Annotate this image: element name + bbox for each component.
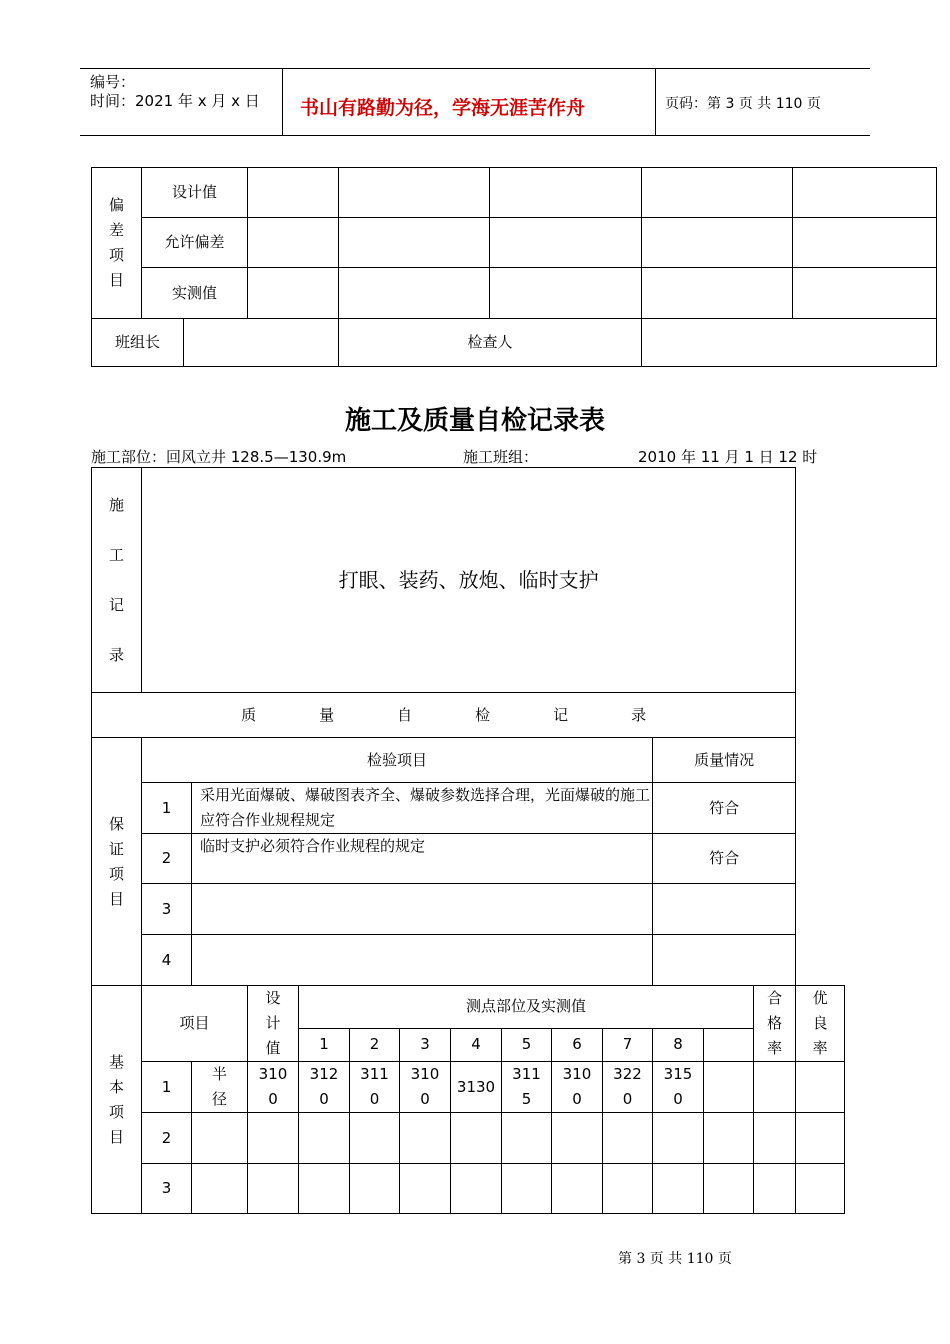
point-number: 1 [299, 1028, 350, 1061]
item-header: 项目 [142, 986, 248, 1062]
measurement-points-header: 测点部位及实测值 [299, 986, 754, 1029]
measured-value [704, 1062, 754, 1113]
pass-rate-header: 合 格 率 [754, 986, 796, 1062]
point-number: 4 [451, 1028, 502, 1061]
excellent-rate [796, 1062, 845, 1113]
point-number: 3 [400, 1028, 451, 1061]
measured-value: 315 0 [653, 1062, 704, 1113]
datetime-label: 2010 年 11 月 1 日 12 时 [638, 448, 818, 466]
row-number: 2 [142, 1113, 192, 1164]
quality-section-header: 质 量 自 检 记 录 [92, 693, 796, 738]
header-bottom-rule [80, 135, 870, 136]
inspection-item-text [192, 884, 653, 935]
table-row [92, 834, 845, 884]
row-number: 1 [142, 1062, 192, 1113]
point-number: 6 [552, 1028, 603, 1061]
slogan: 书山有路勤为径，学海无涯苦作舟 [300, 97, 586, 119]
inspection-item-text: 采用光面爆破、爆破图表齐全、爆破参数选择合理，光面爆破的施工应符合作业规程规定 [192, 783, 653, 834]
point-number: 7 [603, 1028, 653, 1061]
pass-rate [754, 1062, 796, 1113]
measured-value: 312 0 [299, 1062, 350, 1113]
construction-record-content: 打眼、装药、放炮、临时支护 [142, 468, 796, 693]
basic-section-label: 基 本 项 目 [92, 986, 142, 1214]
measured-value: 310 0 [400, 1062, 451, 1113]
measured-value: 322 0 [603, 1062, 653, 1113]
team-label: 施工班组： [463, 448, 539, 466]
inspector-label: 检查人 [339, 319, 642, 367]
point-number: 5 [502, 1028, 552, 1061]
measured-value-label: 实测值 [142, 268, 248, 319]
inspection-item-text: 临时支护必须符合作业规程的规定 [192, 834, 653, 884]
row-number: 3 [142, 884, 192, 935]
table-row [92, 1164, 845, 1214]
table-row [92, 884, 845, 935]
date-label: 时间：2021 年 x 月 x 日 [90, 92, 260, 110]
quality-status [653, 935, 796, 986]
measured-value: 311 5 [502, 1062, 552, 1113]
inspection-item-header: 检验项目 [142, 738, 653, 783]
item-name: 半 径 [192, 1062, 248, 1113]
quality-status [653, 884, 796, 935]
deviation-section-label: 偏 差 项 目 [92, 168, 142, 319]
row-number: 2 [142, 834, 192, 884]
team-leader-value [184, 319, 339, 367]
point-number: 8 [653, 1028, 704, 1061]
table-row [92, 783, 845, 834]
header-divider [655, 68, 656, 135]
deviation-table [91, 167, 937, 367]
quality-status: 符合 [653, 834, 796, 884]
table-row [92, 935, 845, 986]
inspection-item-text [192, 935, 653, 986]
quality-status: 符合 [653, 783, 796, 834]
header-top-rule [80, 68, 870, 69]
construction-record-label: 施 工 记 录 [92, 468, 142, 693]
page-footer: 第 3 页 共 110 页 [618, 1251, 732, 1267]
table-row [92, 1113, 845, 1164]
header-divider [282, 68, 283, 135]
row-number: 3 [142, 1164, 192, 1214]
design-value-label: 设计值 [142, 168, 248, 218]
point-number: 2 [350, 1028, 400, 1061]
quality-status-header: 质量情况 [653, 738, 796, 783]
table-row [92, 1062, 845, 1113]
serial-label: 编号： [90, 73, 136, 91]
location-label: 施工部位：回风立井 128.5—130.9m [91, 448, 347, 466]
guarantee-section-label: 保 证 项 目 [92, 738, 142, 986]
form-title: 施工及质量自检记录表 [344, 406, 605, 436]
design-value: 310 0 [248, 1062, 299, 1113]
row-number: 1 [142, 783, 192, 834]
design-value-header: 设 计 值 [248, 986, 299, 1062]
allowed-deviation-label: 允许偏差 [142, 218, 248, 268]
measured-value: 310 0 [552, 1062, 603, 1113]
excellent-rate-header: 优 良 率 [796, 986, 845, 1062]
measured-value: 3130 [451, 1062, 502, 1113]
row-number: 4 [142, 935, 192, 986]
inspector-value [642, 319, 937, 367]
team-leader-label: 班组长 [92, 319, 184, 367]
point-number [704, 1028, 754, 1061]
quality-record-table [91, 467, 845, 1214]
measured-value: 311 0 [350, 1062, 400, 1113]
page-label: 页码：第 3 页 共 110 页 [665, 96, 821, 112]
